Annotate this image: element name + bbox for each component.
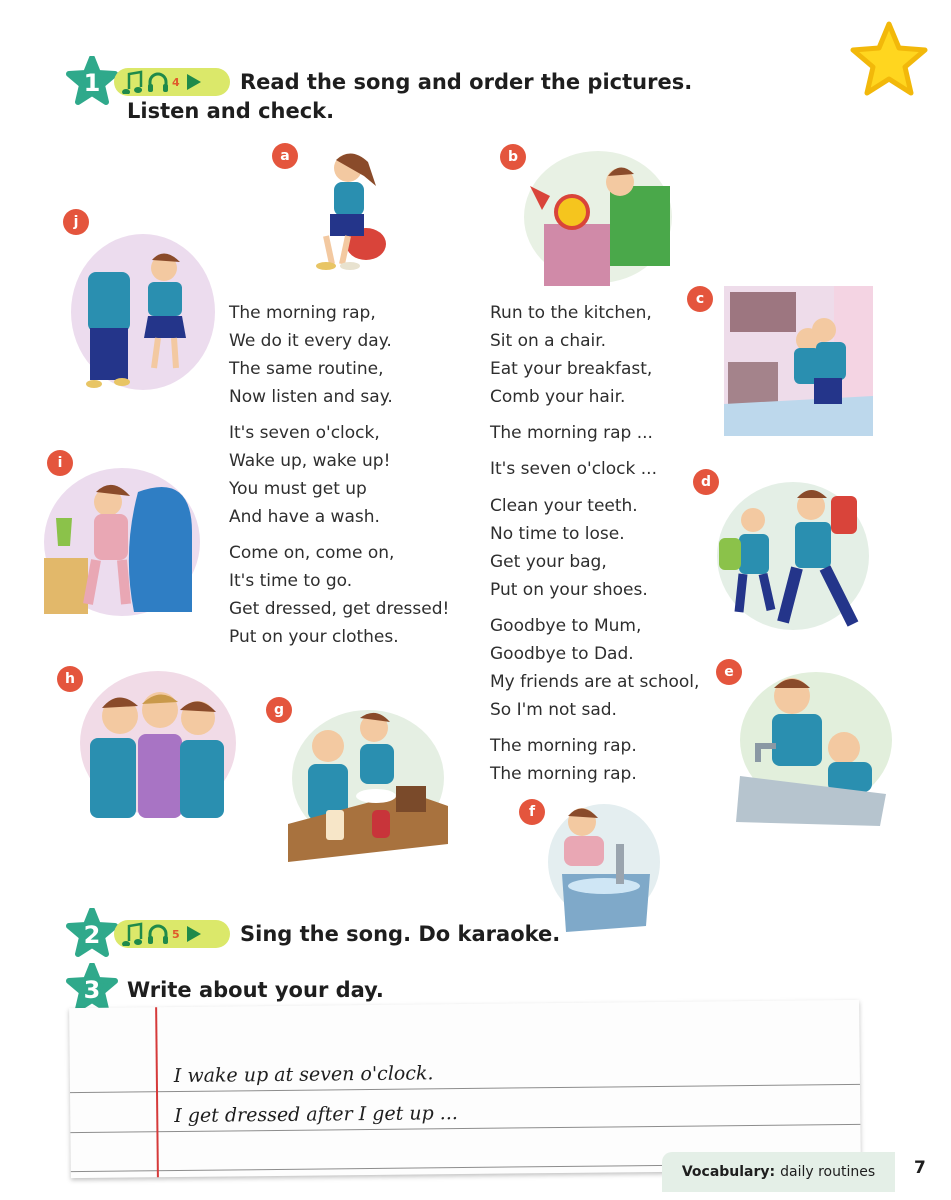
page-number: 7	[914, 1158, 926, 1178]
play-icon[interactable]	[182, 924, 204, 944]
song-line: Get dressed, get dressed!	[229, 599, 450, 619]
play-icon[interactable]	[182, 72, 204, 92]
verse-right-1	[490, 299, 652, 411]
song-line: Goodbye to Dad.	[490, 644, 634, 664]
writing-example-line-1: I wake up at seven o'clock.	[173, 1062, 434, 1088]
picture-c-kitchen	[724, 286, 873, 436]
vocabulary-topic: daily routines	[780, 1164, 876, 1180]
verse-right-2	[490, 419, 653, 447]
exercise-1-heading-line1: Read the song and order the pictures.	[240, 70, 693, 94]
picture-d-get-your-bag	[713, 476, 870, 640]
audio-track-pill[interactable]	[114, 68, 230, 96]
picture-label-e: e	[716, 659, 742, 685]
paper-margin-line	[155, 1007, 159, 1177]
audio-track-pill-2[interactable]	[114, 920, 230, 948]
picture-b-alarm-wake-up	[524, 146, 672, 288]
picture-label-f: f	[519, 799, 545, 825]
headphones-icon	[146, 71, 170, 93]
headphones-icon	[146, 923, 170, 945]
song-line: It's seven o'clock,	[229, 423, 380, 443]
verse-right-6	[490, 732, 637, 788]
song-line: Comb your hair.	[490, 387, 626, 407]
writing-example-line-2: I get dressed after I get up ...	[174, 1102, 458, 1128]
song-line: Clean your teeth.	[490, 496, 638, 516]
picture-label-a: a	[272, 143, 298, 169]
song-line: Sit on a chair.	[490, 331, 607, 351]
picture-h-goodbye	[80, 668, 236, 818]
verse-right-5	[490, 612, 699, 724]
picture-j-get-dressed	[68, 228, 218, 396]
verse-right-3	[490, 455, 657, 483]
song-line: Goodbye to Mum,	[490, 616, 642, 636]
picture-label-g: g	[266, 697, 292, 723]
music-note-icon	[120, 922, 146, 946]
song-line: The morning rap.	[490, 736, 637, 756]
track-number: 5	[172, 927, 180, 941]
exercise-3-badge: 3	[66, 963, 118, 1013]
song-line: So I'm not sad.	[490, 700, 617, 720]
music-note-icon	[120, 70, 146, 94]
picture-f-wash-face	[546, 800, 662, 934]
picture-label-c: c	[687, 286, 713, 312]
song-line: The morning rap ...	[490, 423, 653, 443]
picture-i-have-a-wash	[42, 462, 202, 622]
picture-label-j: j	[63, 209, 89, 235]
song-line: No time to lose.	[490, 524, 625, 544]
picture-label-h: h	[57, 666, 83, 692]
picture-g-breakfast	[288, 706, 448, 862]
song-line: Eat your breakfast,	[490, 359, 653, 379]
exercise-1-badge: 1	[66, 56, 118, 106]
song-line: Put on your shoes.	[490, 580, 648, 600]
song-line: Now listen and say.	[229, 387, 393, 407]
song-line: Get your bag,	[490, 552, 607, 572]
song-line: Come on, come on,	[229, 543, 395, 563]
verse-right-4	[490, 492, 648, 604]
song-line: And have a wash.	[229, 507, 380, 527]
song-line: You must get up	[229, 479, 367, 499]
verse-left-1	[229, 299, 393, 411]
picture-label-d: d	[693, 469, 719, 495]
song-line: The same routine,	[229, 359, 384, 379]
song-line: It's seven o'clock ...	[490, 459, 657, 479]
track-number: 4	[172, 75, 180, 89]
exercise-1-heading-line2: Listen and check.	[127, 99, 335, 123]
gold-star-icon	[848, 20, 930, 104]
song-line: Wake up, wake up!	[229, 451, 391, 471]
picture-a-put-on-shoes	[296, 146, 400, 274]
vocabulary-label: Vocabulary:	[681, 1164, 776, 1180]
song-line: Put on your clothes.	[229, 627, 399, 647]
vocabulary-footer	[662, 1152, 895, 1192]
picture-e-clean-teeth	[736, 666, 894, 828]
song-line: Run to the kitchen,	[490, 303, 652, 323]
song-line: It's time to go.	[229, 571, 353, 591]
song-line: The morning rap,	[229, 303, 376, 323]
song-line: My friends are at school,	[490, 672, 700, 692]
picture-label-i: i	[47, 450, 73, 476]
exercise-2-heading: Sing the song. Do karaoke.	[240, 922, 561, 946]
exercise-2-badge: 2	[66, 908, 118, 958]
verse-left-2	[229, 419, 390, 531]
verse-left-3	[229, 539, 449, 651]
exercise-3-heading: Write about your day.	[127, 978, 384, 1002]
song-line: We do it every day.	[229, 331, 392, 351]
picture-label-b: b	[500, 144, 526, 170]
song-line: The morning rap.	[490, 764, 637, 784]
